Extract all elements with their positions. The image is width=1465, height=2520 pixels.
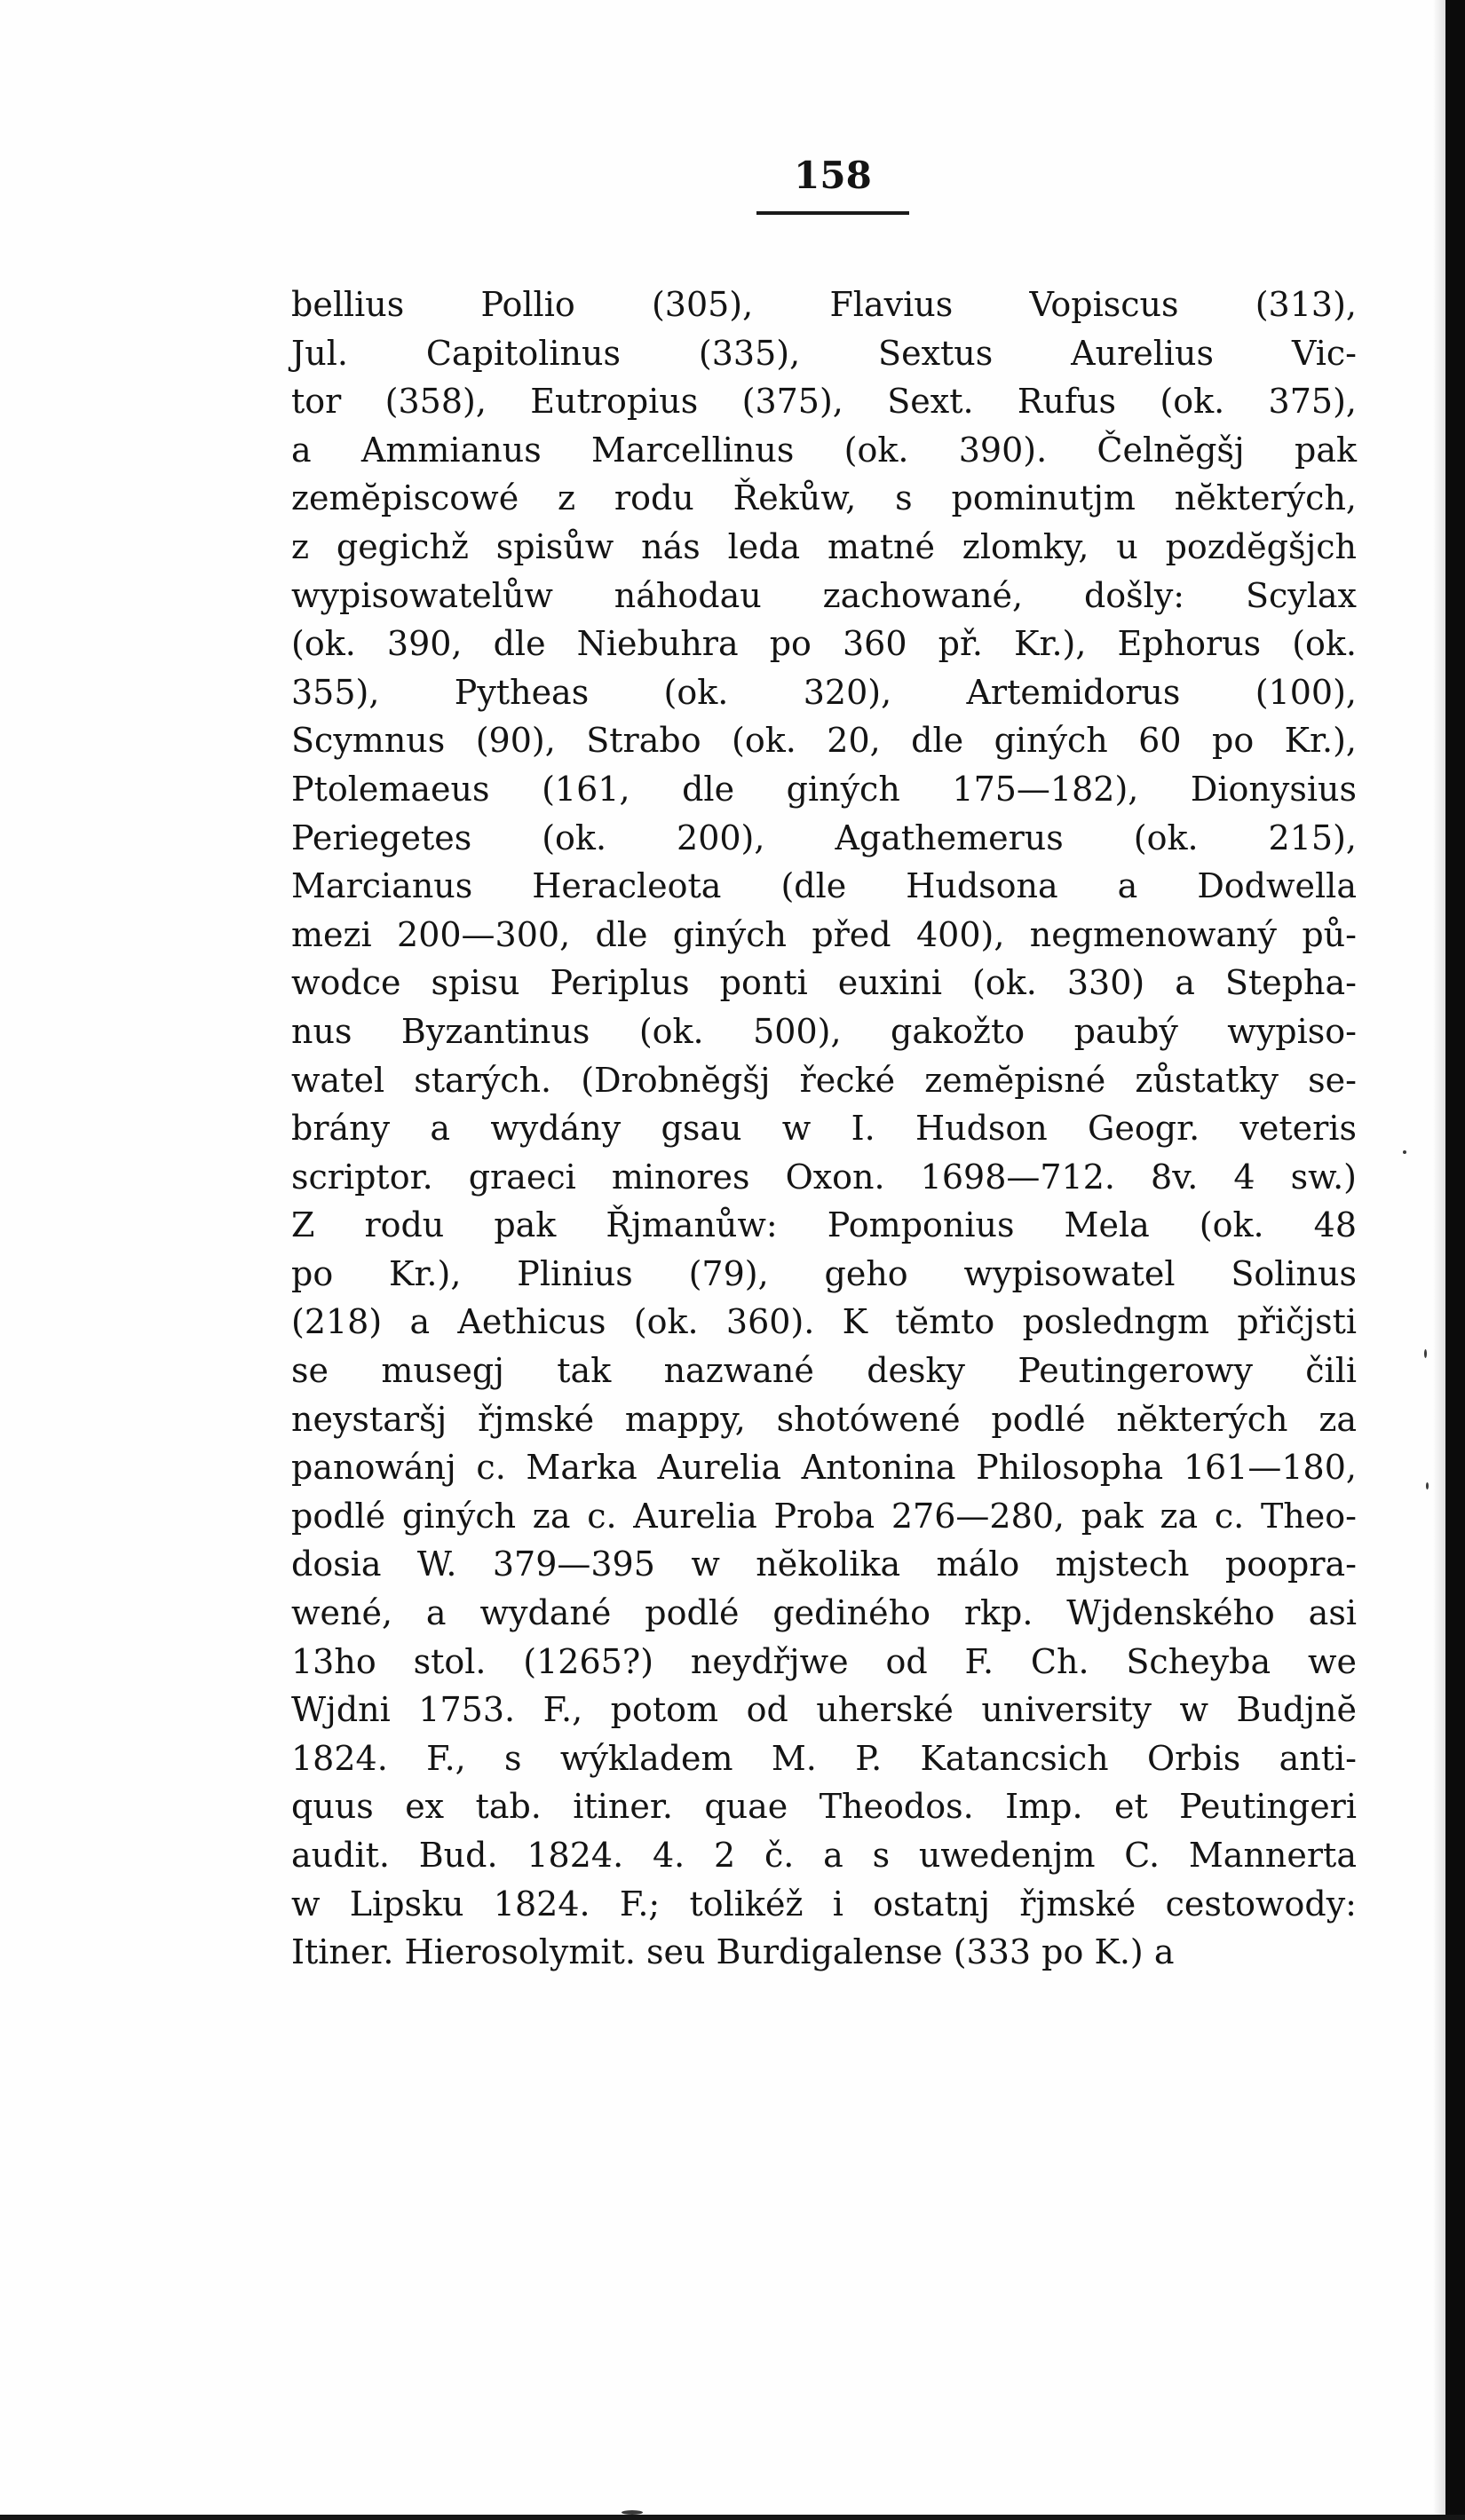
text-line: tor (358), Eutropius (375), Sext. Rufus (ok. 375), [291,382,1357,422]
page-edge-shadow [1433,0,1445,2520]
page-number: 158 [794,154,872,197]
text-line: nus Byzantinus (ok. 500), gakožto paubý wypiso- [291,1011,1357,1051]
paper-speck [622,2510,643,2515]
text-line: Marcianus Heracleota (dle Hudsona a Dodwella [291,866,1357,906]
text-line: podlé giných za c. Aurelia Proba 276—280, pak za c. Theo- [291,1496,1357,1536]
paper-speck [1424,1349,1427,1358]
text-line: po Kr.), Plinius (79), geho wypisowatel Solinus [291,1253,1357,1293]
text-line: wypisowatelůw náhodau zachowané, došly: Scylax [291,575,1357,615]
text-line: zemĕpiscowé z rodu Řekůw, s pominutjm nĕkterých, [291,478,1357,518]
text-line: z gegichž spisůw nás leda matné zlomky, u pozdĕgšjch [291,526,1357,566]
page-edge-right [1445,0,1465,2520]
text-line: 13ho stol. (1265?) neydřjwe od F. Ch. Scheyba we [291,1641,1357,1681]
text-line: wodce spisu Periplus ponti euxini (ok. 330) a Stepha- [291,963,1357,1003]
text-line: 355), Pytheas (ok. 320), Artemidorus (100), [291,672,1357,712]
text-line: a Ammianus Marcellinus (ok. 390). Čelnĕgšj pak [291,430,1357,470]
text-line: (218) a Aethicus (ok. 360). K tĕmto posledngm přičjsti [291,1302,1357,1342]
text-line: dosia W. 379—395 w nĕkolika málo mjstech poopra- [291,1544,1357,1584]
text-line: Wjdni 1753. F., potom od uherské university w Budjnĕ [291,1690,1357,1730]
text-line: Periegetes (ok. 200), Agathemerus (ok. 215), [291,818,1357,857]
text-line: brány a wydány gsau w I. Hudson Geogr. veteris [291,1109,1357,1149]
text-line: se musegj tak nazwané desky Peutingerowy čili [291,1351,1357,1391]
page-number-underline [756,211,909,215]
text-line: watel starých. (Drobnĕgšj řecké zemĕpisné zůstatky se- [291,1060,1357,1100]
page-edge-bottom [0,2515,1465,2520]
text-line: w Lipsku 1824. F.; tolikéž i ostatnj řjmské cestowody: [291,1884,1357,1924]
text-line: Ptolemaeus (161, dle giných 175—182), Dionysius [291,769,1357,809]
paper-speck [1403,1150,1406,1154]
text-line: wené, a wydané podlé gediného rkp. Wjdenského asi [291,1593,1357,1633]
text-line: panowánj c. Marka Aurelia Antonina Philosopha 161—180, [291,1448,1357,1488]
text-line: (ok. 390, dle Niebuhra po 360 př. Kr.), Ephorus (ok. [291,624,1357,664]
body-text [291,280,1357,1977]
paper-speck [1426,1482,1429,1489]
text-line: Scymnus (90), Strabo (ok. 20, dle giných 60 po Kr.), [291,721,1357,761]
text-line: bellius Pollio (305), Flavius Vopiscus (313), [291,285,1357,324]
text-line: mezi 200—300, dle giných před 400), negmenowaný pů- [291,914,1357,954]
text-line: Z rodu pak Řjmanůw: Pomponius Mela (ok. 48 [291,1205,1357,1245]
text-line: scriptor. graeci minores Oxon. 1698—712. 8v. 4 sw.) [291,1157,1357,1197]
text-line: Jul. Capitolinus (335), Sextus Aurelius Vic- [291,333,1357,373]
text-line: 1824. F., s wýkladem M. P. Katancsich Orbis anti- [291,1738,1357,1778]
text-line: quus ex tab. itiner. quae Theodos. Imp. et Peutingeri [291,1787,1357,1827]
text-line: neystaršj řjmské mappy, shotówené podlé nĕkterých za [291,1399,1357,1439]
text-line: Itiner. Hierosolymit. seu Burdigalense (333 po K.) a [291,1932,1175,1972]
text-line: audit. Bud. 1824. 4. 2 č. a s uwedenjm C. Mannerta [291,1836,1357,1875]
